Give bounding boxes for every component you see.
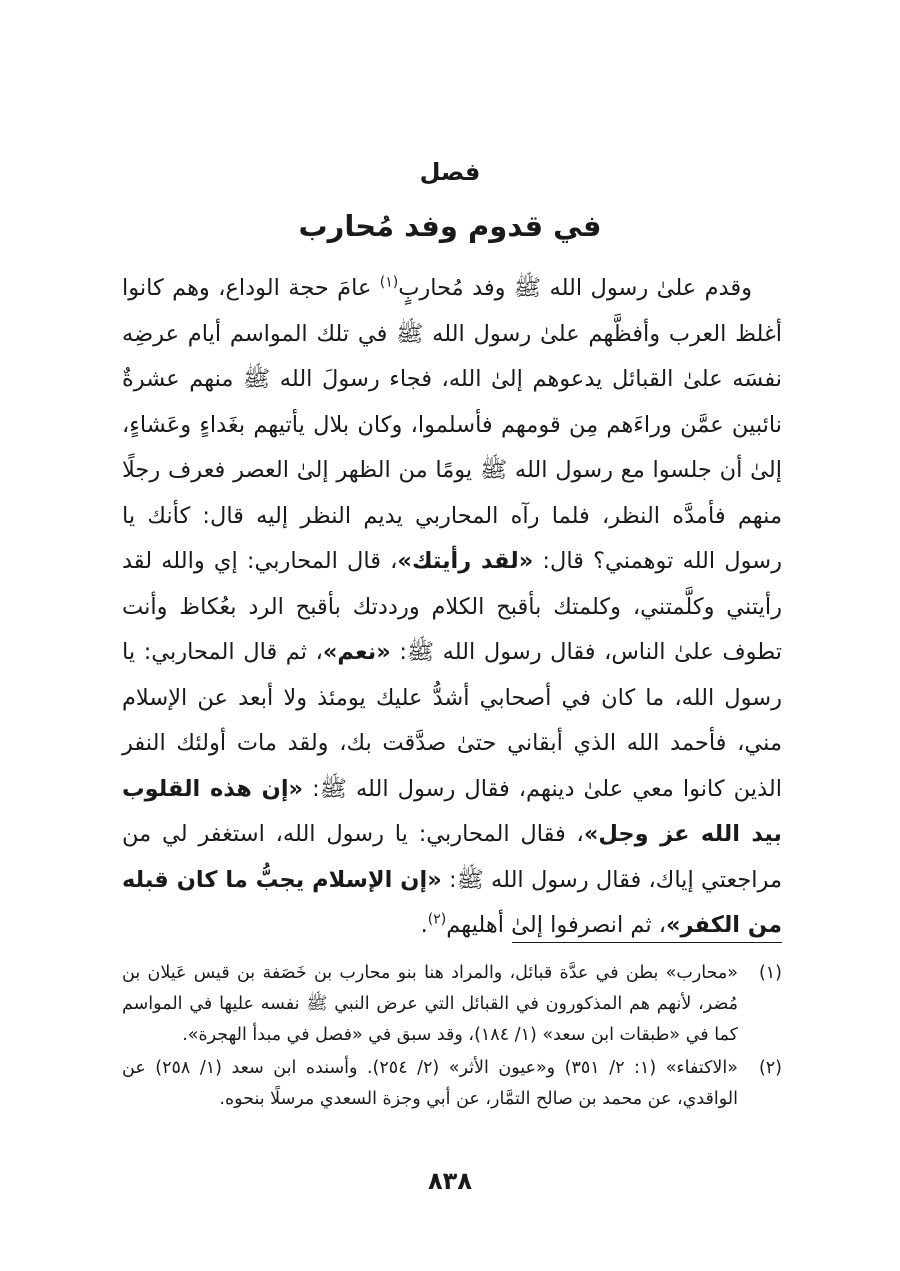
quote-bold: «إن هذه القلوب بيد الله عز وجل» — [122, 775, 782, 847]
text-run: ، ثم قال المحاربي: يا رسول الله، ما كان في أصحابي أشدُّ عليك يومئذ ولا أبعد عن الإسلام مني، فأحمد الله الذي أبقاني حتىٰ صدَّقت بك، ولقد مات أولئك النفر الذين كانوا معي علىٰ دينهم، فقال رسول الله ﷺ: — [122, 639, 782, 802]
page-number: ٨٣٨ — [428, 1167, 472, 1195]
chapter-title: في قدوم وفد مُحارب — [298, 209, 602, 243]
footnote-ref-2[interactable]: (٢) — [427, 911, 447, 928]
footnote-number: (١) — [758, 963, 782, 983]
footnote-number: (٢) — [758, 1058, 782, 1078]
footnote-ref-1[interactable]: (١) — [379, 274, 399, 291]
text-run: ، فقال المحاربي: يا رسول الله، استغفر لي من مراجعتي إياك، فقال رسول الله ﷺ: — [122, 821, 782, 893]
quote-bold: «لقد رأيتك» — [397, 548, 534, 574]
footnote-divider — [512, 942, 782, 943]
footnote-2 — [122, 1053, 782, 1115]
text-run: . — [420, 912, 428, 938]
main-paragraph — [122, 266, 782, 949]
section-heading: فصل — [419, 158, 481, 186]
paragraph — [122, 266, 782, 949]
footnote-1 — [122, 958, 782, 1051]
footnote-text: «الاكتفاء» (١: ٢/ ٣٥١) و«عيون الأثر» (٢/ ٢٥٤). وأسنده ابن سعد (١/ ٢٥٨) عن الواقدي، عن محمد بن صالح التمَّار، عن أبي وجزة السعدي مرسلًا بنحوه. — [122, 1058, 738, 1109]
text-run: ، ثم انصرفوا إلىٰ أهليهم — [446, 912, 667, 938]
text-run: ، قال المحاربي: إي والله لقد رأيتني وكلَّمتني، وكلمتك بأقبح الكلام ورددتك بأقبح الرد بعُكاظ وأنت تطوف علىٰ الناس، فقال رسول الله ﷺ: — [122, 548, 783, 665]
text-run: وقدم علىٰ رسول الله ﷺ وفد مُحاربٍ — [398, 275, 752, 301]
quote-bold: «نعم» — [322, 639, 391, 665]
text-run: عامَ حجة الوداع، وهم كانوا أغلظ العرب وأفظَّهم علىٰ رسول الله ﷺ في تلك المواسم أيام عرضِه نفسَه علىٰ القبائل يدعوهم إلىٰ الله، فجاء رسولَ الله ﷺ منهم عشرةٌ نائبين عمَّن وراءَهم مِن قومهم فأسلموا، وكان بلال يأتيهم بغَداءٍ وعَشاءٍ، إلىٰ أن جلسوا مع رسول الله ﷺ يومًا من الظهر إلىٰ العصر فعرف رجلًا منهم فأمدَّه النظر، فلما رآه المحاربي يديم النظر إليه قال: كأنك يا رسول الله توهمني؟ قال: — [122, 275, 782, 574]
footnotes — [122, 958, 782, 1117]
quote-bold: «إن الإسلام يجبُّ ما كان قبله من الكفر» — [122, 866, 782, 938]
footnote-text: «محارب» بطن في عدَّة قبائل، والمراد هنا بنو محارب بن خَصَفة بن قيس عَيلان بن مُضر، لأنهم هم المذكورون في القبائل التي عرض النبي ﷺ نفسه عليها في المواسم كما في «طبقات ابن سعد» (١/ ١٨٤)، وقد سبق في «فصل في مبدأ الهجرة». — [122, 963, 738, 1045]
